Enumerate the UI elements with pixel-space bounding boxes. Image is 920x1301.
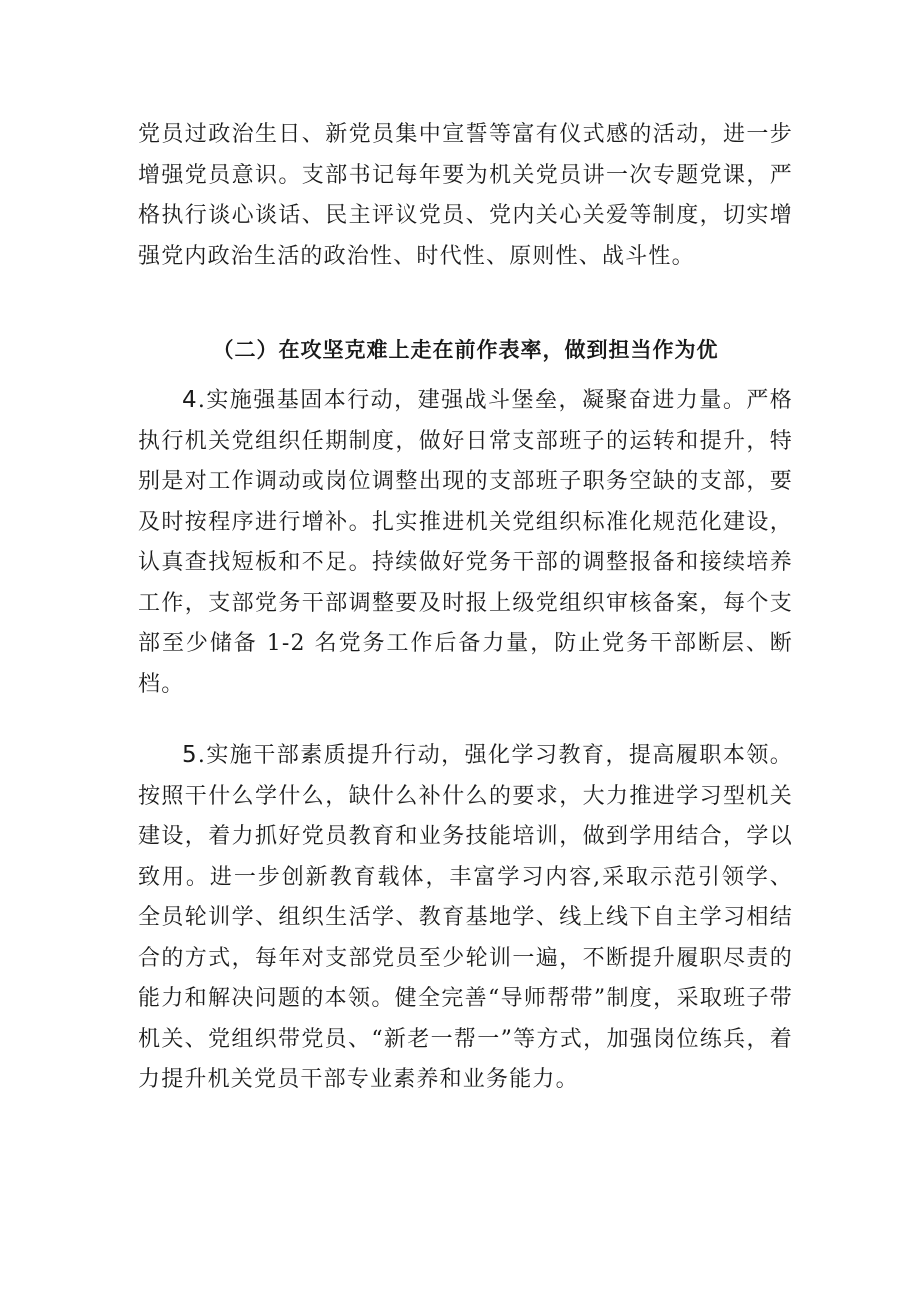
item-number: 4: [182, 387, 198, 413]
item-text: .实施干部素质提升行动，强化学习教育，提高履职本领。按照干什么学什么，缺什么补什么的要求，大力推进学习型机关建设，着力抓好党员教育和业务技能培训，做到学用结合，学以致用。进一步创新教育载体，丰富学习内容,采取示范引领学、全员轮训学、组织生活学、教育基地学、线上线下自主学习相结合的方式，每年对支部党员至少轮训一遍，不断提升履职尽责的能力和解决问题的本领。健全完善“导师帮带”制度，采取班子带机关、党组织带党员、“新老一帮一”等方式，加强岗位练兵，着力提升机关党员干部专业素养和业务能力。: [138, 743, 793, 1092]
item-text: .实施强基固本行动，建强战斗堡垒，凝聚奋进力量。严格执行机关党组织任期制度，做好日常支部班子的运转和提升，特别是对工作调动或岗位调整出现的支部班子职务空缺的支部，要及时按程序进行增补。扎实推进机关党组织标准化规范化建设，认真查找短板和不足。持续做好党务干部的调整报备和接续培养工作，支部党务干部调整要及时报上级党组织审核备案，每个支部至少储备 1-2 名党务工作后备力量，防止党务干部断层、断档。: [138, 388, 793, 697]
section-heading: （二）在攻坚克难上走在前作表率，做到担当作为优: [212, 338, 719, 362]
list-item-5: [138, 735, 793, 1101]
item-number: 5: [182, 742, 198, 768]
list-item-4: [138, 380, 793, 705]
paragraph-party-activities: 党员过政治生日、新党员集中宣誓等富有仪式感的活动，进一步增强党员意识。支部书记每年要为机关党员讲一次专题党课，严格执行谈心谈话、民主评议党员、党内关心关爱等制度，切实增强党内政治生活的政治性、时代性、原则性、战斗性。: [138, 122, 793, 269]
